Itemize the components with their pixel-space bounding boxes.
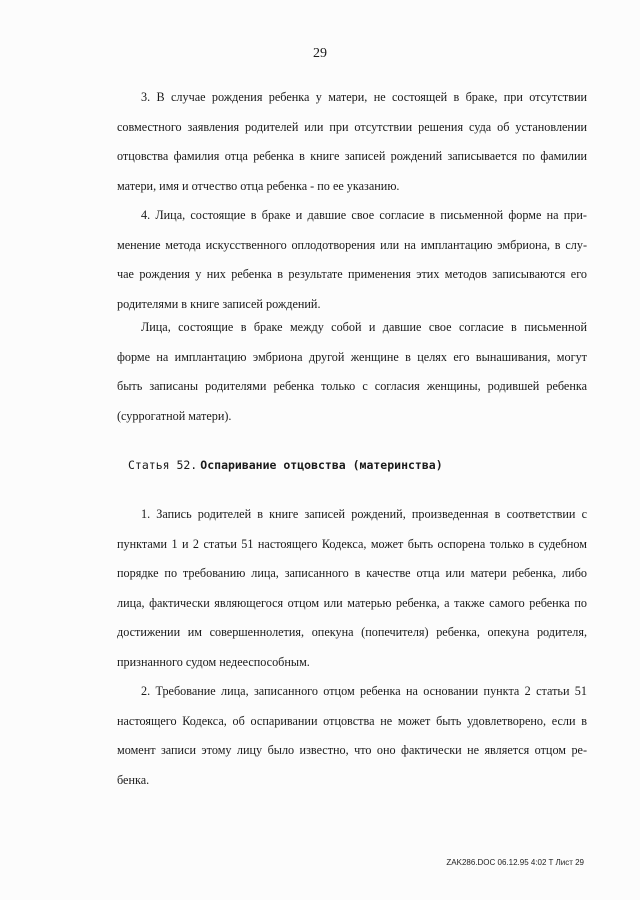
paragraph-52-1 bbox=[117, 500, 587, 677]
text-line: родителями в книге записей рождений. bbox=[117, 296, 321, 311]
text-line: совместного заявления родителей или при отсутствии решения суда об установлении bbox=[117, 119, 587, 134]
text-line: отцовства фамилия отца ребенка в книге записей рождений записывается по фамилии bbox=[117, 149, 587, 163]
text-line: 4. Лица, состоящие в браке и давшие свое согласие в письменной форме на при- bbox=[141, 208, 587, 222]
text-line: быть записаны родителями ребенка только с согласия женщины, родившей ребенка bbox=[117, 379, 587, 393]
text-line: порядке по требованию лица, записанного в качестве отца или матери ребенка, либо bbox=[117, 566, 587, 580]
paragraph-52-2 bbox=[117, 677, 587, 795]
text-line: лица, фактически являющегося отцом или матерью ребенка, а также самого ребенка по bbox=[117, 595, 587, 610]
text-line: 3. В случае рождения ребенка у матери, не состоящей в браке, при отсутствии bbox=[141, 90, 587, 104]
text-line: чае рождения у них ребенка в результате применения этих методов записываются его bbox=[117, 267, 587, 281]
text-line: матери, имя и отчество отца ребенка - по ее указанию. bbox=[117, 178, 400, 193]
article-title: Оспаривание отцовства (материнства) bbox=[200, 458, 443, 472]
text-line: настоящего Кодекса, об оспаривании отцовства не может быть удовлетворено, если в bbox=[117, 713, 587, 728]
paragraph-surrogate bbox=[117, 313, 587, 431]
document-footer: ZAK286.DOC 06.12.95 4:02 T Лист 29 bbox=[446, 858, 584, 867]
text-line: достижении им совершеннолетия, опекуна (попечителя) ребенка, опекуна родителя, bbox=[117, 625, 587, 639]
paragraph-3 bbox=[117, 83, 587, 201]
text-line: 1. Запись родителей в книге записей рождений, произведенная в соответствии с bbox=[141, 507, 587, 521]
article-heading bbox=[128, 458, 443, 473]
paragraph-4 bbox=[117, 201, 587, 319]
text-line: Лица, состоящие в браке между собой и давшие свое согласие в письменной bbox=[141, 320, 587, 334]
text-line: момент записи этому лицу было известно, что оно фактически не является отцом ре- bbox=[117, 743, 587, 757]
text-line: (суррогатной матери). bbox=[117, 408, 232, 423]
text-line: форме на имплантацию эмбриона другой женщине в целях его вынашивания, могут bbox=[117, 349, 587, 364]
text-line: менение метода искусственного оплодотворения или на имплантацию эмбриона, в слу- bbox=[117, 237, 587, 252]
text-line: пунктами 1 и 2 статьи 51 настоящего Кодекса, может быть оспорена только в судебном bbox=[117, 536, 587, 551]
text-line: 2. Требование лица, записанного отцом ребенка на основании пункта 2 статьи 51 bbox=[141, 684, 587, 698]
article-number: Статья 52. bbox=[128, 458, 198, 472]
text-line: признанного судом недееспособным. bbox=[117, 654, 310, 669]
text-line: бенка. bbox=[117, 772, 150, 787]
page-number: 29 bbox=[313, 46, 327, 61]
